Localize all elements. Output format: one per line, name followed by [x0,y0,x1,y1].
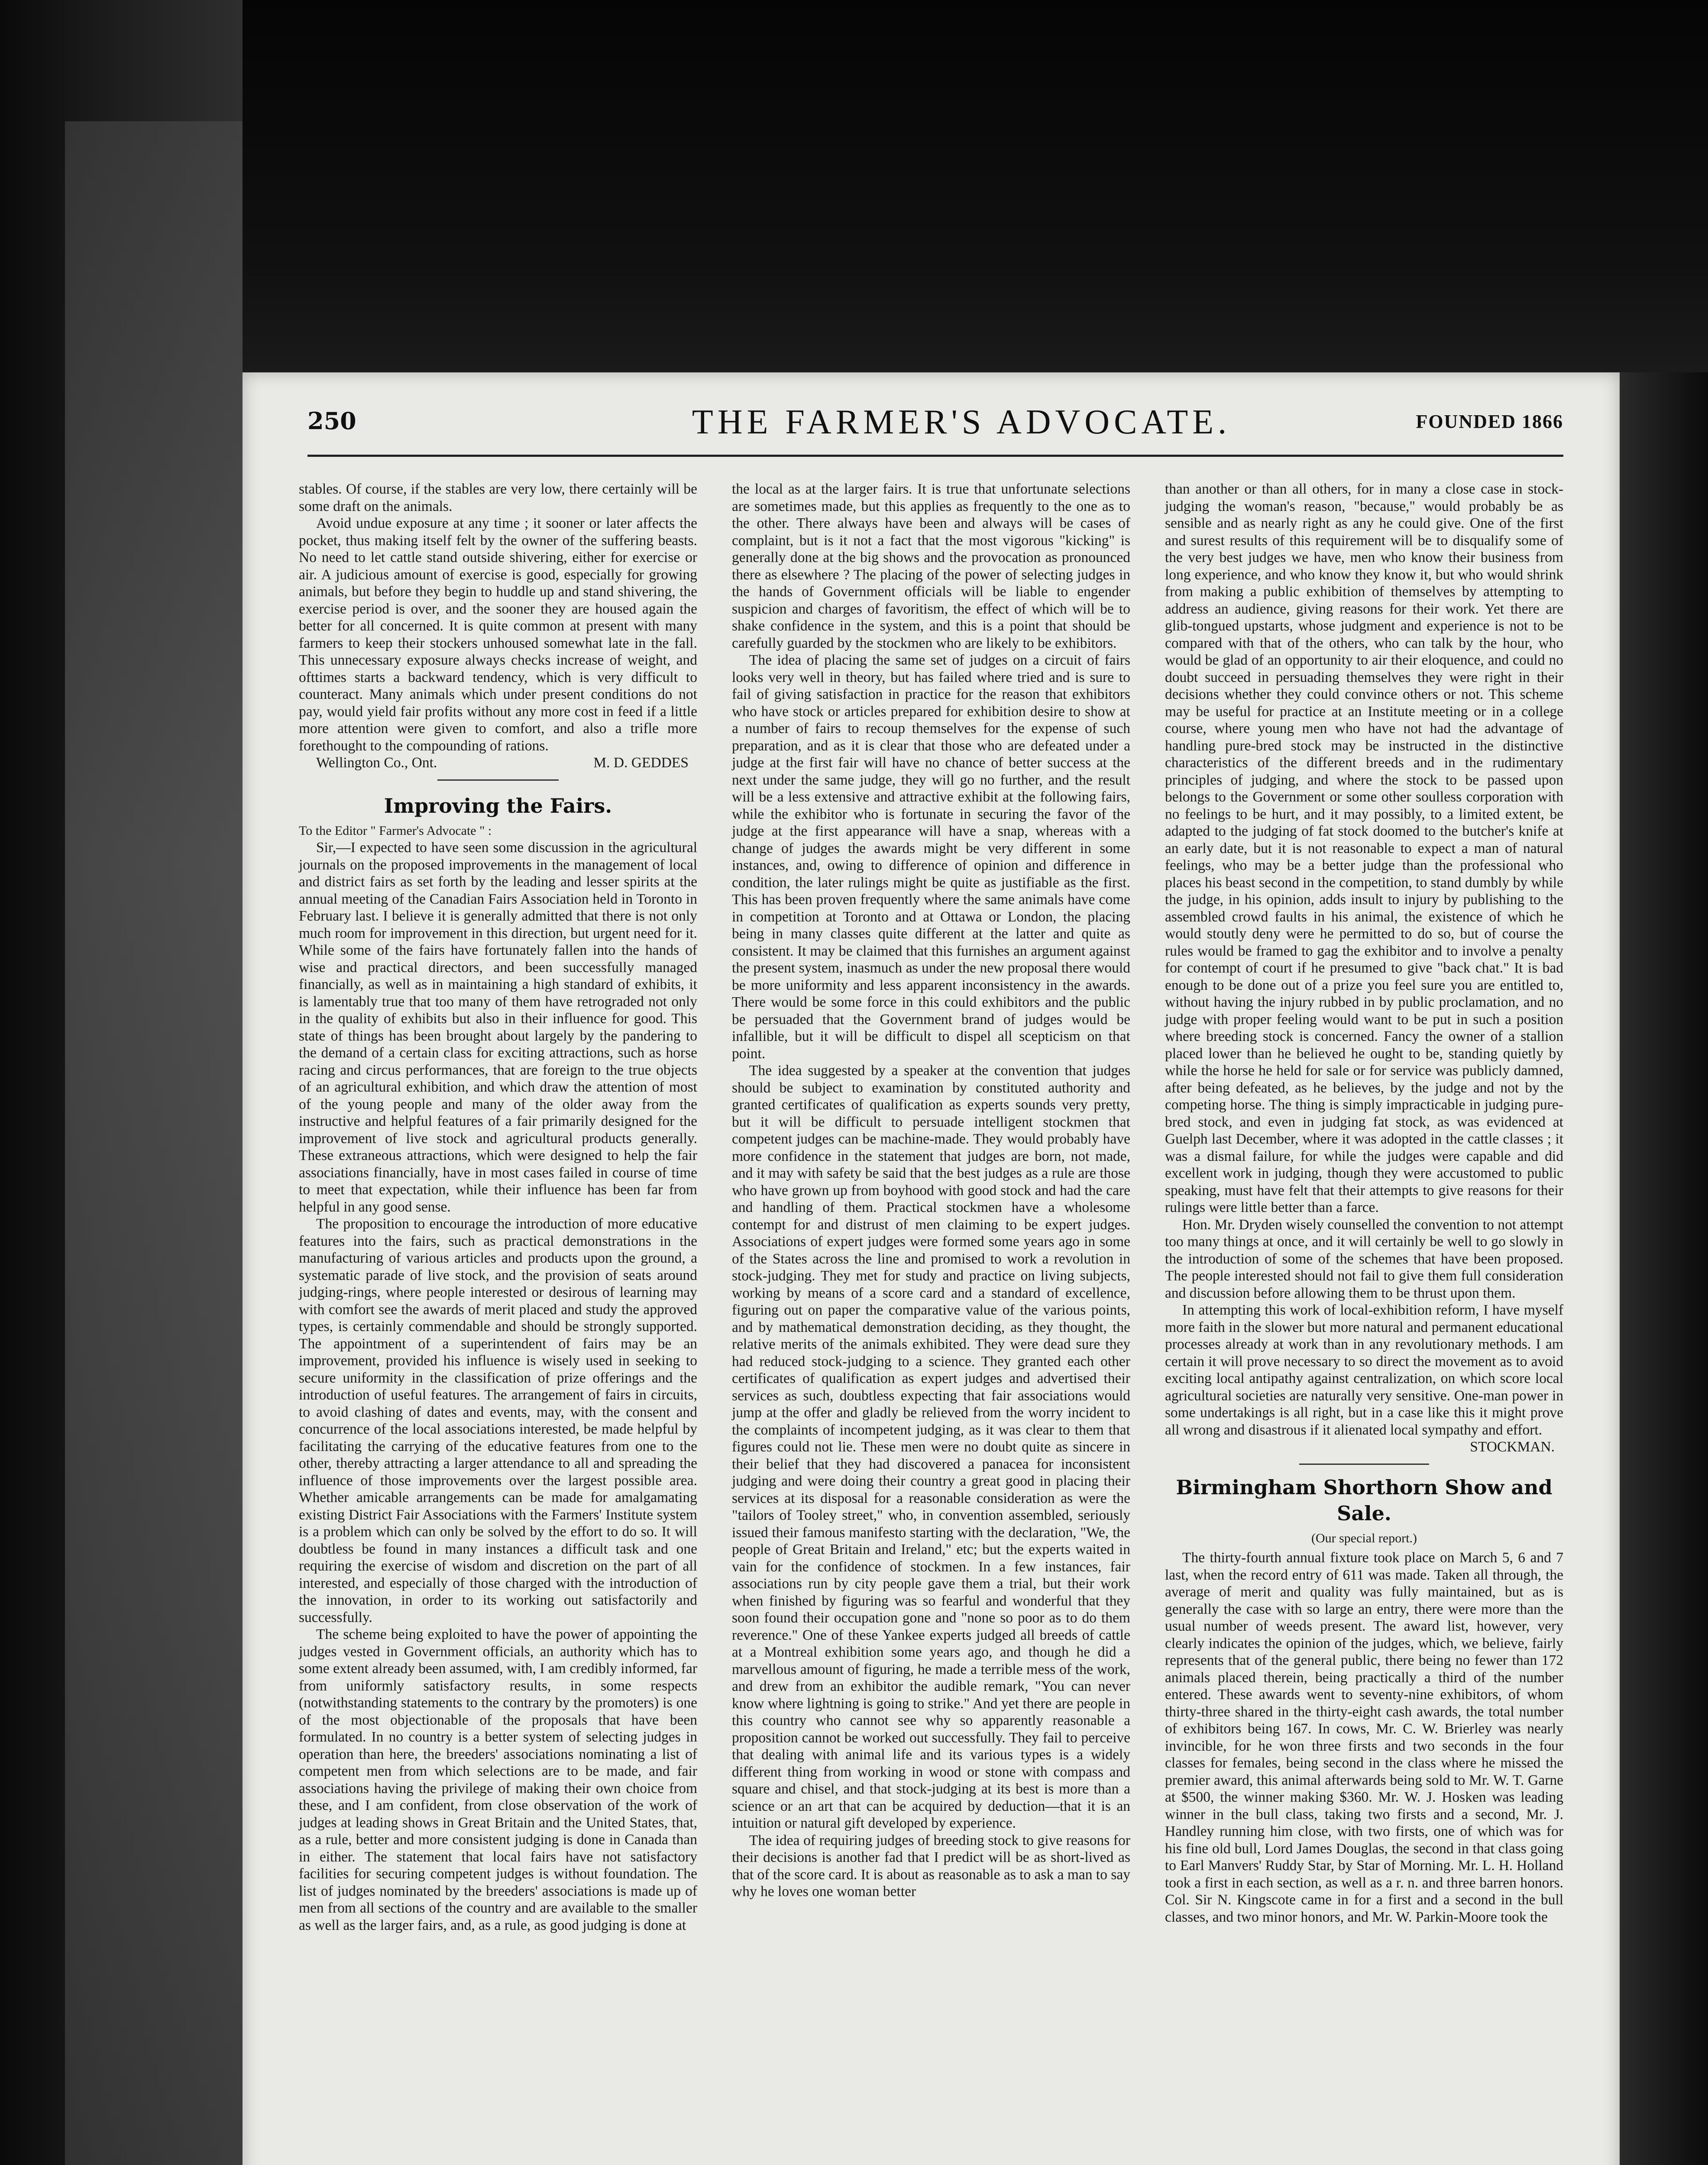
article-2-paragraph: Hon. Mr. Dryden wisely counselled the convention to not attempt too many things at once, and it will certainly be well to go slowly in the introduction of some of the schemes that have been proposed. The people interested should not fail to give them full consideration and discussion before allowing them to be thrust upon them. [1165,1216,1563,1301]
article-2-paragraph: The scheme being exploited to have the power of appointing the judges vested in Government officials, an authority which has to some extent already been assumed, with, I am credibly informed, far from uniformly satisfactory results, in some respects (notwithstanding statements to the contrary by the promoters) is one of the most objectionable of the proposals that have been formulated. In no country is a better system of selecting judges in operation than here, the breeders' associations nominating a list of competent men from which selections are to be made, and fair associations having the privilege of making their own choice from these, and I am confident, from close observation of the work of judges at leading shows in Great Britain and the United States, that, as a rule, better and more consistent judging is done in Canada than in either. The statement that local fairs have not satisfactory facilities for securing competent judges is without foundation. The list of judges nominated by the breeders' associations is made up of men from all sections of the country and are available to the smaller as well as the larger fairs, and, as a rule, as good judging is done at [299,1626,697,1933]
article-2-paragraph: The idea suggested by a speaker at the convention that judges should be subject to examination by constituted authority and granted certificates of qualification as experts sounds very pretty, but it will be difficult to persuade intelligent stockmen that competent judges can be machine-made. They would probably have more confidence in the statement that judges are born, not made, and it may with safety be said that the best judges as a rule are those who have grown up from boyhood with good stock and had the care and handling of them. Practical stockmen have a wholesome contempt for and distrust of men claiming to be expert judges. Associations of expert judges were formed some years ago in some of the States across the line and promised to work a revolution in stock-judging. They met for study and practice on living subjects, working by means of a score card and a standard of excellence, figuring out on paper the comparative value of the various points, and by mathematical demonstration deciding, as they thought, the relative merits of the animals exhibited. They were dead sure they had reduced stock-judging to a science. They granted each other certificates of qualification as expert judges and advertised their services as such, doubtless expecting that fair associations would jump at the offer and gladly be relieved from the worry incident to the complaints of incompetent judging, as it was clear to them that figures could not lie. These men were no doubt quite as sincere in their belief that they had discovered a panacea for inconsistent judging and were doing their country a great good in placing their services at its disposal for a reasonable consideration as were the "tailors of Tooley street," who, in convention assembled, seriously issued their famous manifesto starting with the declaration, "We, the people of Great Britain and Ireland," etc; but the experts waited in vain for the confidence of stockmen. In a few instances, fair associations run by city people gave them a trial, but their work when finished by figuring was so fearful and wonderful that they soon found their occupation gone and "none so poor as to do them reverence." One of these Yankee experts judged all breeds of cattle at a Montreal exhibition some years ago, and though he did a marvellous amount of figuring, he made a terrible mess of the work, and drew from an exhibitor the audible remark, "You can never know where lightning is going to strike." And yet there are people in this country who cannot see why so apparently reasonable a proposition cannot be worked out successfully. They fail to perceive that dealing with animal life and its various types is a widely different thing from working in wood or stone with compass and square and chisel, and that stock-judging at its best is more than a science or an art that can be acquired by deduction—that it is an intuition or natural gift developed by experience. [732,1063,1130,1831]
article-1-paragraph: stables. Of course, if the stables are very low, there certainly will be some draft on the animals. [299,481,697,514]
article-2-paragraph: The idea of placing the same set of judges on a circuit of fairs looks very well in theory, but has failed where tried and is sure to fail of giving satisfaction in practice for the reason that exhibitors who have stock or articles prepared for exhibition desire to show at a number of fairs to recoup themselves for the expense of such preparation, and as it is clear that those who are defeated under a judge at the first fair will have no chance of better success at the next under the same judge, they will go no further, and the result will be a less extensive and attractive exhibit at the following fairs, while the exhibitor who is fortunate in securing the favor of the judge at the first appearance will have a snap, whereas with a change of judges the awards might be very different in some instances, and, owing to difference of opinion and difference in condition, the later rulings might be quite as justifiable as the first. This has been proven frequently where the same animals have come in competition at Toronto and at Ottawa or London, the placing being in many classes quite different at the latter and quite as consistent. It may be claimed that this furnishes an argument against the present system, inasmuch as under the new proposal there would be more uniformity and less apparent inconsistency in the awards. There would be some force in this could exhibitors and the public be persuaded that the Government brand of judges would be infallible, but it will be difficult to dispel all scepticism on that point. [732,652,1130,1062]
masthead [307,403,1563,457]
article-2-paragraph: Sir,—I expected to have seen some discussion in the agricultural journals on the proposed improvements in the management of local and district fairs as set forth by the leading and lesser spirits at the annual meeting of the Canadian Fairs Association held in Toronto in February last. I believe it is generally admitted that there is not only much room for improvement in this direction, but urgent need for it. While some of the fairs have fortunately fallen into the hands of wise and practical directors, and been successfully managed financially, as well as in maintaining a high standard of exhibits, it is lamentably true that too many of them have retrograded not only in the quality of exhibits but also in their influence for good. This state of things has been brought about largely by the pandering to the demand of a certain class for exciting attractions, such as horse racing and circus performances, that are foreign to the true objects of an agricultural exhibition, and which draw the attention of most of the young people and many of the older away from the instructive and helpful features of a fair primarily designed for the improvement of live stock and agricultural products generally. These extraneous attractions, which were designed to help the fair associations financially, have in most cases failed in course of time to meet that expectation, while their influence has been far from helpful in any good sense. [299,840,697,1215]
article-2-salutation: To the Editor " Farmer's Advocate " : [299,823,492,838]
article-2-paragraph: the local as at the larger fairs. It is true that unfortunate selections are sometimes made, but this applies as frequently to the one as to the other. There always have been and always will be cases of complaint, but is it not a fact that the most vigorous "kicking" is generally done at the big shows and the provocation as pronounced there as elsewhere ? The placing of the power of selecting judges in the hands of Government officials will be liable to engender suspicion and charges of favoritism, the effect of which will be to shake confidence in the system, and this is a point that should be carefully guarded by the stockmen who are likely to be exhibitors. [732,481,1130,651]
publication-title: THE FARMER'S ADVOCATE. [692,403,1231,441]
scan-border-right [1620,372,1708,2165]
column-3 [1165,481,1563,1926]
article-1-paragraph: Avoid undue exposure at any time ; it sooner or later affects the pocket, thus making itself felt by the owner of the suffering beasts. No need to let cattle stand outside shivering, either for exercise or air. A judicious amount of exercise is good, especially for growing animals, but before they begin to huddle up and stand shivering, the exercise period is over, and the sooner they are housed again the better for all concerned. It is quite common at present with many farmers to keep their stockers unhoused somewhat late in the fall. This unnecessary exposure always checks increase of weight, and ofttimes starts a backward tendency, which is very difficult to counteract. Many animals which under present conditions do not pay, would yield fair profits without any more cost in feed if a little more attention were given to comfort, and also a trifle more forethought to the compounding of rations. [299,515,697,754]
article-3-byline: (Our special report.) [1311,1531,1417,1545]
section-divider [1299,1464,1429,1465]
column-2 [732,481,1130,1900]
scan-shadow-band [65,121,247,2165]
article-1-location: Wellington Co., Ont. [316,755,437,771]
article-2-paragraph: The idea of requiring judges of breeding stock to give reasons for their decisions is another fad that I predict will be as short-lived as that of the score card. It is about as reasonable as to ask a man to say why he loves one woman better [732,1832,1131,1900]
article-2-headline: Improving the Fairs. [384,794,612,818]
founded-note: FOUNDED 1866 [1416,411,1563,432]
article-2-paragraph: In attempting this work of local-exhibition reform, I have myself more faith in the slower but more natural and permanent educational processes already at work than in any revolutionary methods. I am certain it will prove necessary to so direct the movement as to avoid exciting local antipathy against centralization, on which score local agricultural societies are naturally very sensitive. One-man power in some undertakings is all right, but in a case like this it might prove all wrong and disastrous if it alienated local sympathy and effort. [1165,1302,1563,1438]
article-2-signature-line [1165,1438,1563,1456]
article-2-paragraph: than another or than all others, for in many a close case in stock-judging the woman's reason, "because," would probably be as sensible and as nearly right as any he could give. One of the first and surest results of this requirement will be to disqualify some of the very best judges we have, men who know their business from long experience, and who know they know it, but who would shrink from making a public exhibition of themselves by attempting to address an audience, giving reasons for their work. Yet there are glib-tongued upstarts, whose judgment and experience is not to be compared with that of the others, who can talk by the hour, who would be glad of an opportunity to air their eloquence, and could no doubt succeed in persuading themselves they were right in their decisions whether they could convince others or not. This scheme may be useful for practice at an Institute meeting or in a college course, where young men who have not had the advantage of handling pure-bred stock may be instructed in the distinctive characteristics of the different breeds and in the rudimentary principles of judging, and where the stock to be passed upon belongs to the Government or some other soulless corporation with no feelings to be hurt, and it may possibly, to a limited extent, be adapted to the judging of fat stock doomed to the butcher's knife at an early date, but it is not reasonable to expect a man of natural feelings, who may be a better judge than the professional who places his beast second in the competition, to stand dumbly by while the judge, in his opinion, adds insult to injury by publishing to the assembled crowd faults in his animal, the existence of which he would stoutly deny were he permitted to do so, but of course the rules would be framed to gag the exhibitor and to involve a penalty for contempt of court if he presumed to give "back chat." It is bad enough to be done out of a prize you feel sure you are entitled to, without having the injury rubbed in by public proclamation, and no judge with proper feeling would want to be put in such a position where breeding stock is concerned. Fancy the owner of a stallion placed lower than he believed he ought to be, standing quietly by while the horse he held for sale or for service was publicly damned, after being defeated, as he believes, by the judge and not by the competing horse. The thing is simply impracticable in judging pure-bred stock, and even in judging fat stock, as was evidenced at Guelph last December, where it was adopted in the cattle classes ; it was a dismal failure, for while the judges were capable and did excellent work in judging, though they were accustomed to public speaking, must have felt that their attempts to give reasons for their rulings were little better than a farce. [1165,481,1563,1215]
article-2-paragraph: The proposition to encourage the introduction of more educative features into the fairs, such as practical demonstrations in the manufacturing of various articles and products upon the ground, a systematic parade of live stock, and the provision of seats around judging-rings, where people interested or desirous of learning may with comfort see the awards of merit placed and study the approved types, is certainly commendable and should be strongly supported. The appointment of a superintendent of fairs may be an improvement, provided his influence is wisely used in seeking to secure uniformity in the classification of prize offerings and the introduction of useful features. The arrangement of fairs in circuits, to avoid clashing of dates and events, may, with the consent and concurrence of the local associations interested, be made helpful by facilitating the carrying of the educative features from one to the other, thereby attracting a larger attendance to all and spreading the influence of those improvements over the largest possible area. Whether amicable arrangements can be made for amalgamating existing District Fair Associations with the Farmers' Institute system is a problem which can only be solved by the effort to do so. It will doubtless be found in many instances a difficult task and one requiring the exercise of wisdom and discretion on the part of all interested, and especially of those charged with the introduction of the innovation, in order to its working out satisfactorily and successfully. [299,1216,697,1625]
column-1 [299,481,697,1934]
newspaper-page [243,372,1620,2165]
scan-border-top [243,0,1708,372]
article-1-author: M. D. GEDDES [593,755,689,771]
article-2-signature: STOCKMAN. [1470,1439,1555,1455]
section-divider [437,779,559,781]
article-3-paragraph: The thirty-fourth annual fixture took place on March 5, 6 and 7 last, when the record entry of 611 was made. Taken all through, the average of merit and quality was fully maintained, but as is generally the case with so large an entry, there were more than the usual number of weeds present. The award list, however, very clearly indicates the opinion of the judges, which, we believe, fairly represents that of the general public, there being no fewer than 172 animals placed therein, being practically a third of the number entered. These awards went to seventy-nine exhibitors, of whom thirty-three shared in the thirty-eight cash awards, the total number of exhibitors being 167. In cows, Mr. C. W. Brierley was nearly invincible, for he won three firsts and two seconds in the four classes for females, being second in the class where he missed the premier award, this animal afterwards being sold to Mr. W. T. Garne at $500, the winner making $360. Mr. W. J. Hosken was leading winner in the bull class, taking two firsts and a second, Mr. J. Handley running him close, with two firsts, one of which was for his fine old bull, Lord James Douglas, the second in that class going to Earl Manvers' Ruddy Star, by Star of Morning. Mr. L. H. Holland took a first in each section, as well as a r. n. and three barren honors. Col. Sir N. Kingscote came in for a first and a second in the bull classes, and two minor honors, and Mr. W. Parkin-Moore took the [1165,1550,1563,1925]
article-1-signature [299,754,697,772]
page-number: 250 [307,407,356,435]
article-3-headline: Birmingham Shorthorn Show and Sale. [1176,1475,1553,1525]
